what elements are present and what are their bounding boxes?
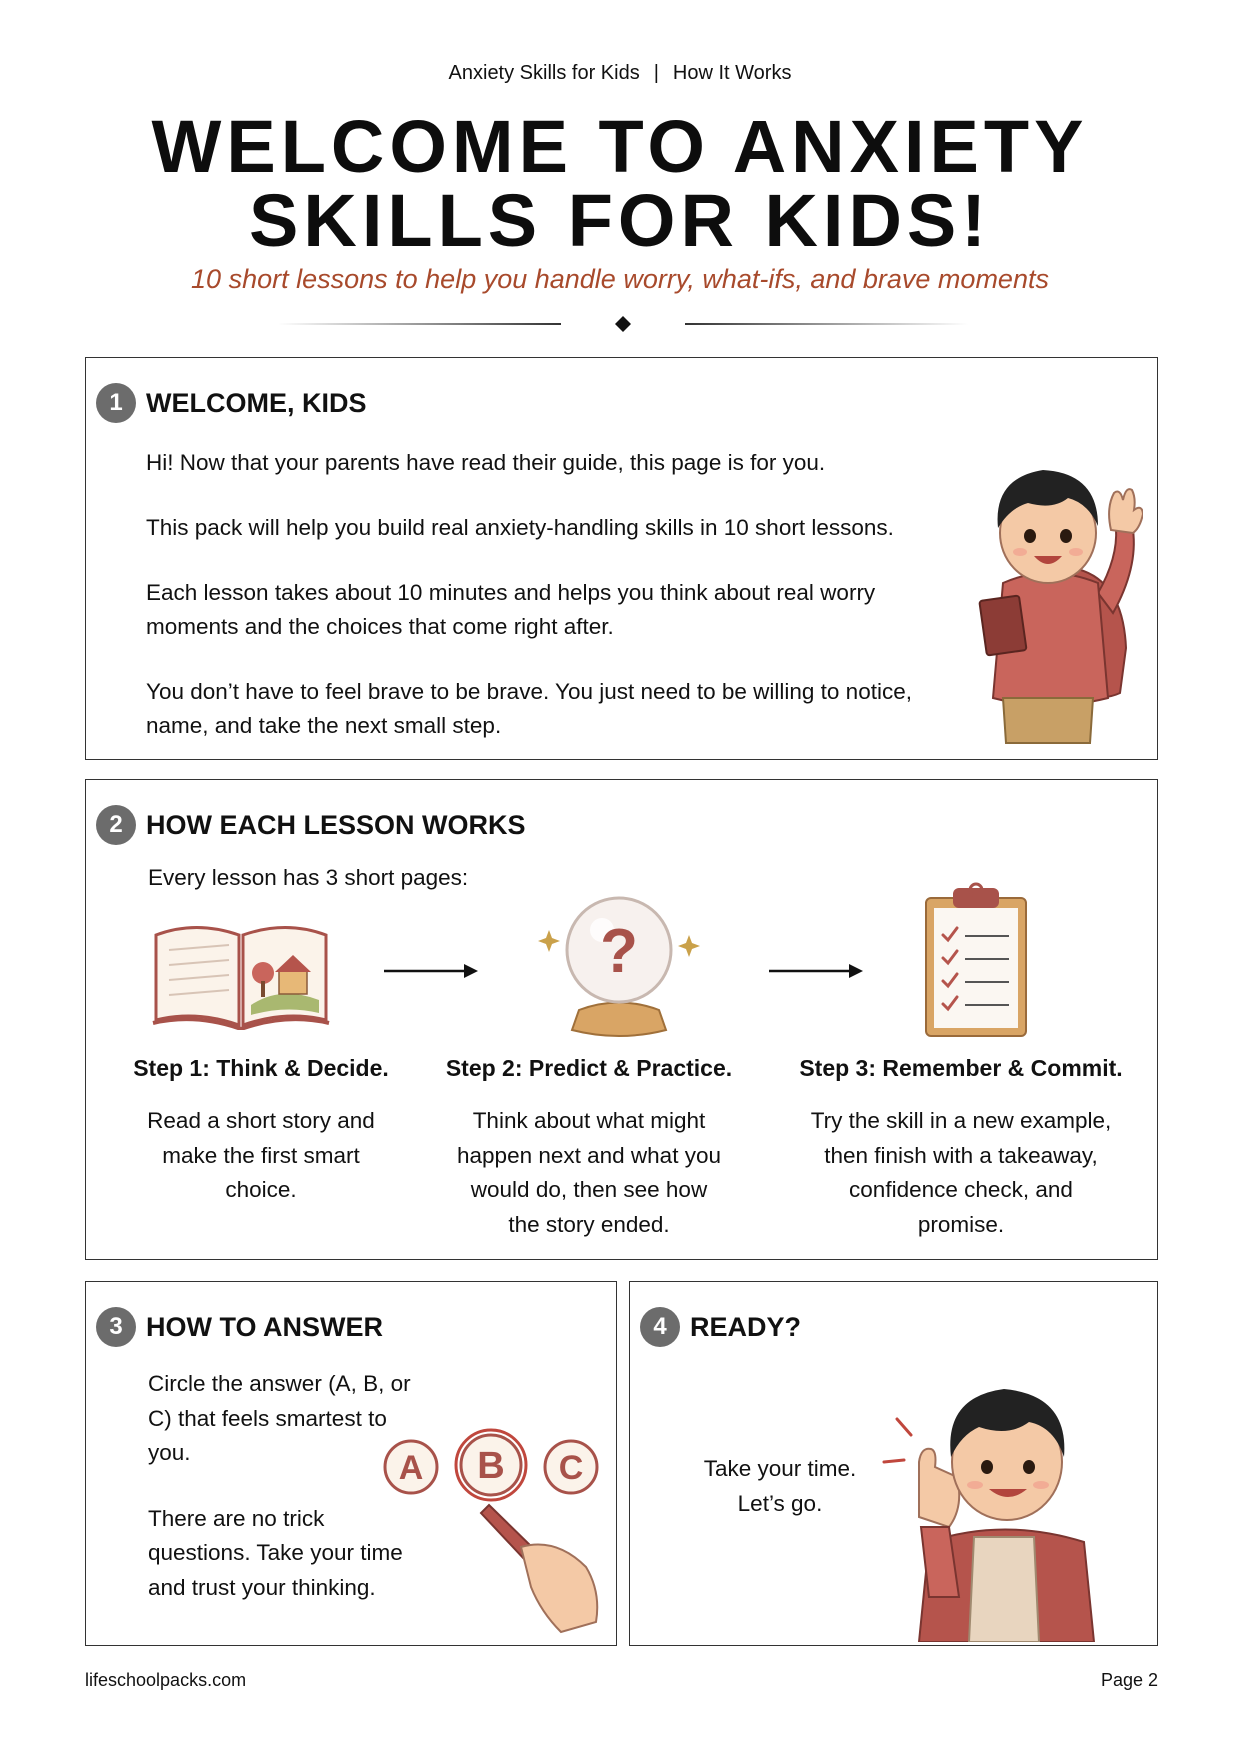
step-title: Step 1: Think & Decide. — [133, 1055, 389, 1081]
arrow-right-icon — [384, 961, 478, 981]
ready-line-1: Take your time. — [703, 1456, 857, 1481]
how-to-answer-panel — [85, 1281, 617, 1646]
ready-line-2: Let’s go. — [737, 1490, 823, 1516]
ready-message — [670, 1452, 890, 1521]
waving-boy-icon — [948, 448, 1143, 748]
section-title: HOW EACH LESSON WORKS — [146, 809, 526, 840]
step-3 — [786, 1055, 1136, 1242]
choice-c-label: C — [558, 1449, 584, 1487]
step-description: Try the skill in a new example, then finish with a takeaway, confidence check, and promise. — [810, 1108, 1112, 1237]
step-description: Read a short story and make the first smart choice. — [147, 1108, 375, 1202]
page-title-line-2: SKILLS FOR KIDS! — [249, 179, 991, 262]
lesson-structure-heading — [96, 805, 526, 845]
section-name: How It Works — [672, 62, 792, 84]
section-number-badge: 3 — [96, 1307, 136, 1347]
welcome-paragraph-1: Hi! Now that your parents have read their guide, this page is for you. — [146, 450, 826, 475]
step-title: Step 3: Remember & Commit. — [799, 1055, 1123, 1081]
welcome-panel — [85, 357, 1158, 760]
step-title: Step 2: Predict & Practice. — [445, 1055, 733, 1081]
page-title-line-1: WELCOME TO ANXIETY — [151, 105, 1089, 188]
series-name: Anxiety Skills for Kids — [448, 62, 640, 84]
welcome-paragraph-3: Each lesson takes about 10 minutes and helps you think about real worry moments and the choices that come right after. — [146, 580, 876, 639]
circled-choice-icon — [371, 1417, 601, 1637]
choice-a-label: A — [398, 1449, 424, 1487]
svg-text:?: ? — [600, 917, 638, 986]
running-header — [0, 62, 1240, 85]
arrow-right-icon — [769, 961, 863, 981]
welcome-paragraph-4: You don’t have to feel brave to be brave. You just need to be willing to notice, name, and take the next small step. — [146, 679, 912, 738]
section-number-badge: 1 — [96, 383, 136, 423]
ready-panel — [629, 1281, 1158, 1646]
checklist-clipboard-icon — [921, 880, 1031, 1040]
header-separator: | — [653, 62, 659, 84]
section-number-badge: 4 — [640, 1307, 680, 1347]
step-2 — [414, 1055, 764, 1242]
step-description: Think about what might happen next and what you would do, then see how the story ended. — [457, 1108, 721, 1237]
welcome-heading — [96, 383, 367, 423]
page-number: Page 2 — [1100, 1670, 1158, 1690]
answer-paragraph-1: Circle the answer (A, B, or C) that feels smartest to you. — [148, 1371, 411, 1465]
lesson-intro: Every lesson has 3 short pages: — [148, 865, 469, 890]
crystal-ball-icon — [534, 880, 704, 1040]
section-title: READY? — [690, 1311, 802, 1342]
page-title — [0, 105, 1240, 262]
section-title: HOW TO ANSWER — [146, 1311, 383, 1342]
answer-paragraph-2: There are no trick questions. Take your time and trust your thinking. — [148, 1505, 403, 1600]
welcome-text — [146, 446, 946, 774]
step-1 — [86, 1055, 436, 1208]
page-subtitle: 10 short lessons to help you handle worry, what-ifs, and brave moments — [191, 264, 1049, 294]
thumbs-up-boy-icon — [879, 1367, 1129, 1642]
section-title: WELCOME, KIDS — [146, 387, 367, 418]
title-divider — [278, 316, 968, 332]
diamond-icon — [615, 316, 631, 332]
welcome-paragraph-2: This pack will help you build real anxiety-handling skills in 10 short lessons. — [146, 515, 894, 540]
lesson-structure-panel — [85, 779, 1158, 1260]
ready-heading — [640, 1307, 801, 1347]
choice-b-label: B — [477, 1445, 505, 1487]
how-to-answer-heading — [96, 1307, 383, 1347]
footer-website: lifeschoolpacks.com — [85, 1670, 247, 1690]
open-book-icon — [151, 915, 331, 1030]
section-number-badge: 2 — [96, 805, 136, 845]
